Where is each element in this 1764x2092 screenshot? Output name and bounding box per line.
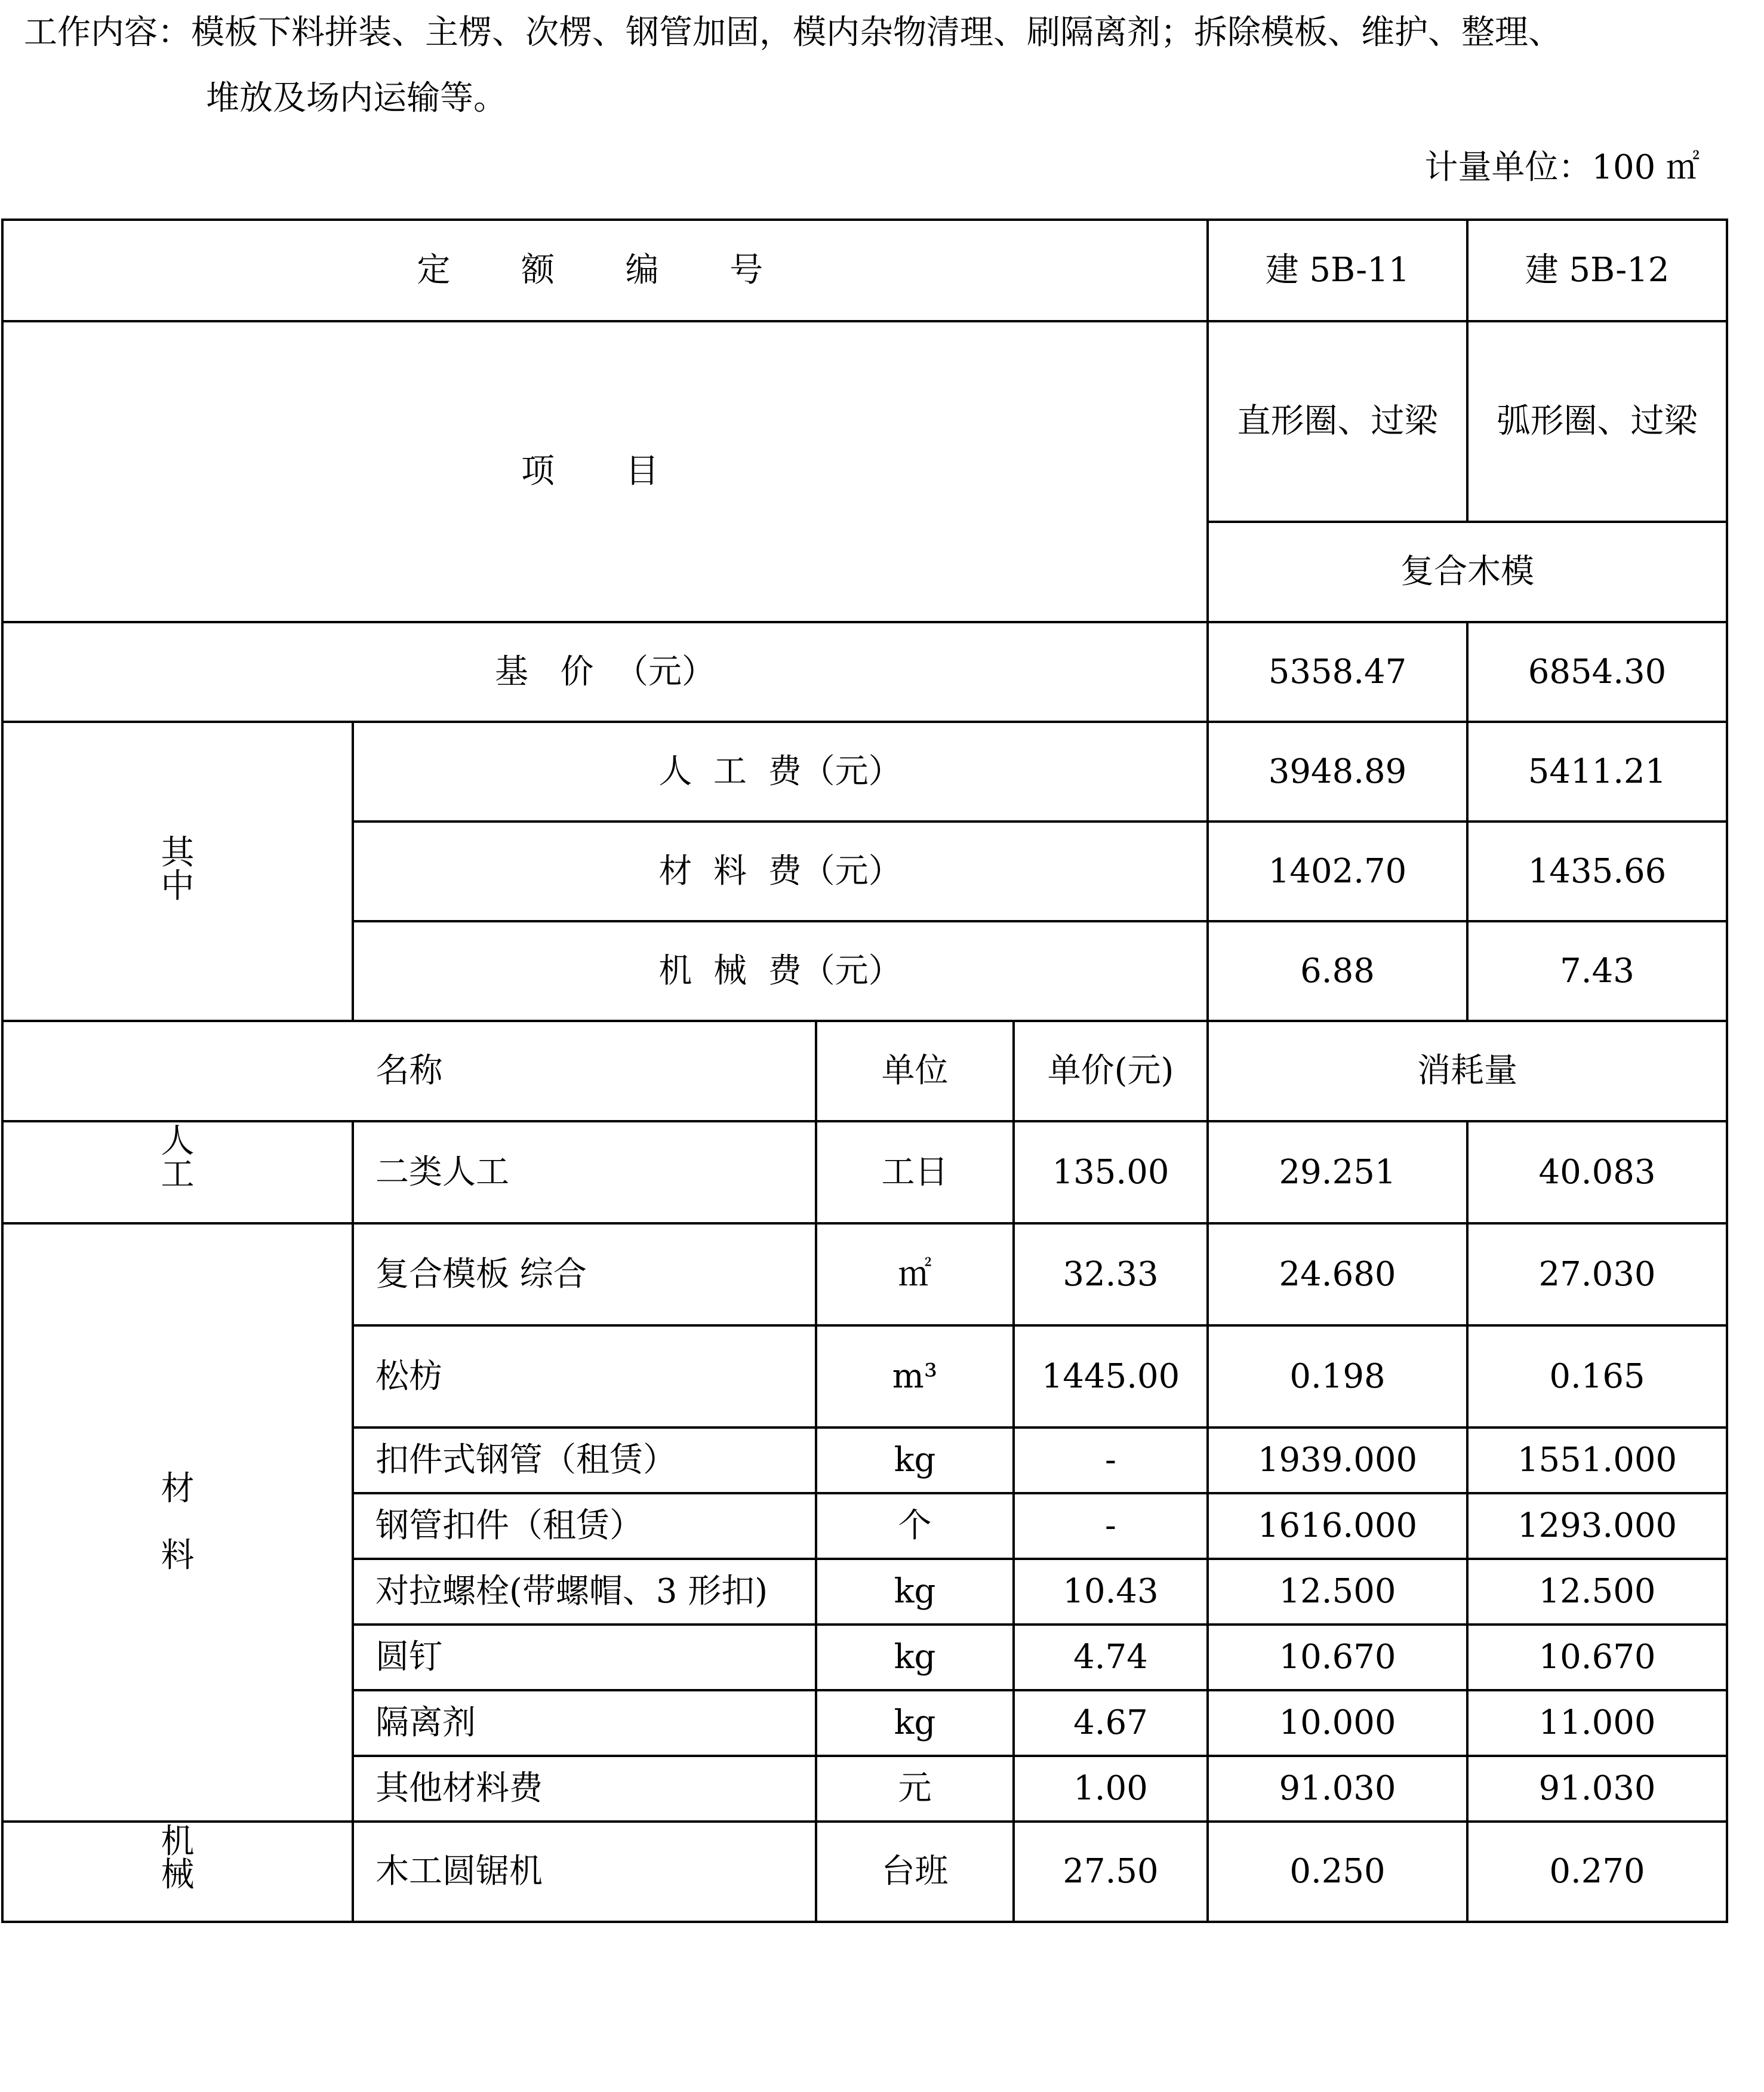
resource-quantity-1: 91.030 [1208, 1756, 1467, 1822]
resource-name: 扣件式钢管（租赁） [353, 1428, 816, 1493]
resource-unit: kg [816, 1559, 1014, 1625]
resource-quantity-2: 91.030 [1467, 1756, 1727, 1822]
resource-price: 4.74 [1014, 1625, 1208, 1690]
table-row [2, 1223, 1727, 1325]
quota-number-label: 定 额 编 号 [2, 220, 1208, 321]
resource-unit: kg [816, 1428, 1014, 1493]
base-price-row [2, 622, 1727, 722]
item-name-2: 弧形圈、过梁 [1467, 321, 1727, 522]
resource-unit: ㎡ [816, 1223, 1014, 1325]
labor-cost-2: 5411.21 [1467, 722, 1727, 822]
resource-price: 4.67 [1014, 1690, 1208, 1756]
material-cost-label: 材 料 费（元） [353, 822, 1208, 921]
resource-quantity-2: 1293.000 [1467, 1493, 1727, 1559]
quota-table [1, 219, 1728, 1923]
resource-price: 10.43 [1014, 1559, 1208, 1625]
labor-cost-label: 人 工 费（元） [353, 722, 1208, 822]
resource-name: 圆钉 [353, 1625, 816, 1690]
resource-quantity-2: 40.083 [1467, 1121, 1727, 1223]
resource-quantity-2: 1551.000 [1467, 1428, 1727, 1493]
resource-quantity-1: 29.251 [1208, 1121, 1467, 1223]
resource-quantity-1: 24.680 [1208, 1223, 1467, 1325]
resource-name: 对拉螺栓(带螺帽、3 形扣) [353, 1559, 816, 1625]
work-content-line-2: 堆放及场内运输等。 [206, 79, 507, 118]
among-label: 其 中 [2, 722, 353, 1021]
column-header-unit: 单位 [816, 1021, 1014, 1121]
column-header-row [2, 1021, 1727, 1121]
resource-unit: m³ [816, 1325, 1014, 1428]
resource-unit: 个 [816, 1493, 1014, 1559]
resource-unit: kg [816, 1690, 1014, 1756]
material-group-label: 材 料 [2, 1223, 353, 1822]
resource-quantity-1: 1616.000 [1208, 1493, 1467, 1559]
resource-unit: kg [816, 1625, 1014, 1690]
resource-name: 隔离剂 [353, 1690, 816, 1756]
machine-cost-2: 7.43 [1467, 921, 1727, 1021]
resource-quantity-2: 27.030 [1467, 1223, 1727, 1325]
resource-quantity-1: 1939.000 [1208, 1428, 1467, 1493]
item-subtitle: 复合木模 [1208, 522, 1727, 622]
measurement-unit: 计量单位：100 ㎡ [1424, 148, 1700, 187]
resource-quantity-2: 0.270 [1467, 1822, 1727, 1922]
resource-quantity-1: 0.198 [1208, 1325, 1467, 1428]
item-row [2, 321, 1727, 522]
resource-quantity-1: 10.670 [1208, 1625, 1467, 1690]
material-cost-2: 1435.66 [1467, 822, 1727, 921]
resource-name: 其他材料费 [353, 1756, 816, 1822]
labor-group-label: 人 工 [2, 1121, 353, 1223]
column-header-name: 名称 [2, 1021, 816, 1121]
resource-name: 复合模板 综合 [353, 1223, 816, 1325]
resource-quantity-2: 0.165 [1467, 1325, 1727, 1428]
table-row [2, 1822, 1727, 1922]
resource-price: - [1014, 1493, 1208, 1559]
work-content [24, 0, 1731, 131]
base-price-label: 基 价 （元） [2, 622, 1208, 722]
resource-unit: 工日 [816, 1121, 1014, 1223]
resource-price: 1445.00 [1014, 1325, 1208, 1428]
resource-quantity-2: 12.500 [1467, 1559, 1727, 1625]
resource-quantity-1: 12.500 [1208, 1559, 1467, 1625]
item-label: 项 目 [2, 321, 1208, 622]
column-header-consumption: 消耗量 [1208, 1021, 1727, 1121]
base-price-2: 6854.30 [1467, 622, 1727, 722]
base-price-1: 5358.47 [1208, 622, 1467, 722]
machine-cost-label: 机 械 费（元） [353, 921, 1208, 1021]
resource-price: 135.00 [1014, 1121, 1208, 1223]
resource-quantity-2: 11.000 [1467, 1690, 1727, 1756]
resource-unit: 台班 [816, 1822, 1014, 1922]
resource-quantity-1: 10.000 [1208, 1690, 1467, 1756]
resource-name: 松枋 [353, 1325, 816, 1428]
resource-name: 钢管扣件（租赁） [353, 1493, 816, 1559]
item-name-1: 直形圈、过梁 [1208, 321, 1467, 522]
resource-price: 27.50 [1014, 1822, 1208, 1922]
resource-price: 1.00 [1014, 1756, 1208, 1822]
resource-price: - [1014, 1428, 1208, 1493]
work-content-line-1 [24, 0, 1731, 66]
work-content-text-1: 模板下料拼装、主楞、次楞、钢管加固，模内杂物清理、刷隔离剂；拆除模板、维护、整理、 [191, 13, 1562, 52]
resource-name: 二类人工 [353, 1121, 816, 1223]
labor-cost-row [2, 722, 1727, 822]
column-header-price: 单价(元) [1014, 1021, 1208, 1121]
resource-quantity-2: 10.670 [1467, 1625, 1727, 1690]
resource-quantity-1: 0.250 [1208, 1822, 1467, 1922]
resource-price: 32.33 [1014, 1223, 1208, 1325]
table-row [2, 1121, 1727, 1223]
quota-number-row [2, 220, 1727, 321]
material-cost-1: 1402.70 [1208, 822, 1467, 921]
work-content-label: 工作内容： [24, 13, 191, 52]
machine-cost-1: 6.88 [1208, 921, 1467, 1021]
labor-cost-1: 3948.89 [1208, 722, 1467, 822]
quota-code-2: 建 5B-12 [1467, 220, 1727, 321]
quota-code-1: 建 5B-11 [1208, 220, 1467, 321]
machine-group-label: 机 械 [2, 1822, 353, 1922]
resource-name: 木工圆锯机 [353, 1822, 816, 1922]
resource-unit: 元 [816, 1756, 1014, 1822]
